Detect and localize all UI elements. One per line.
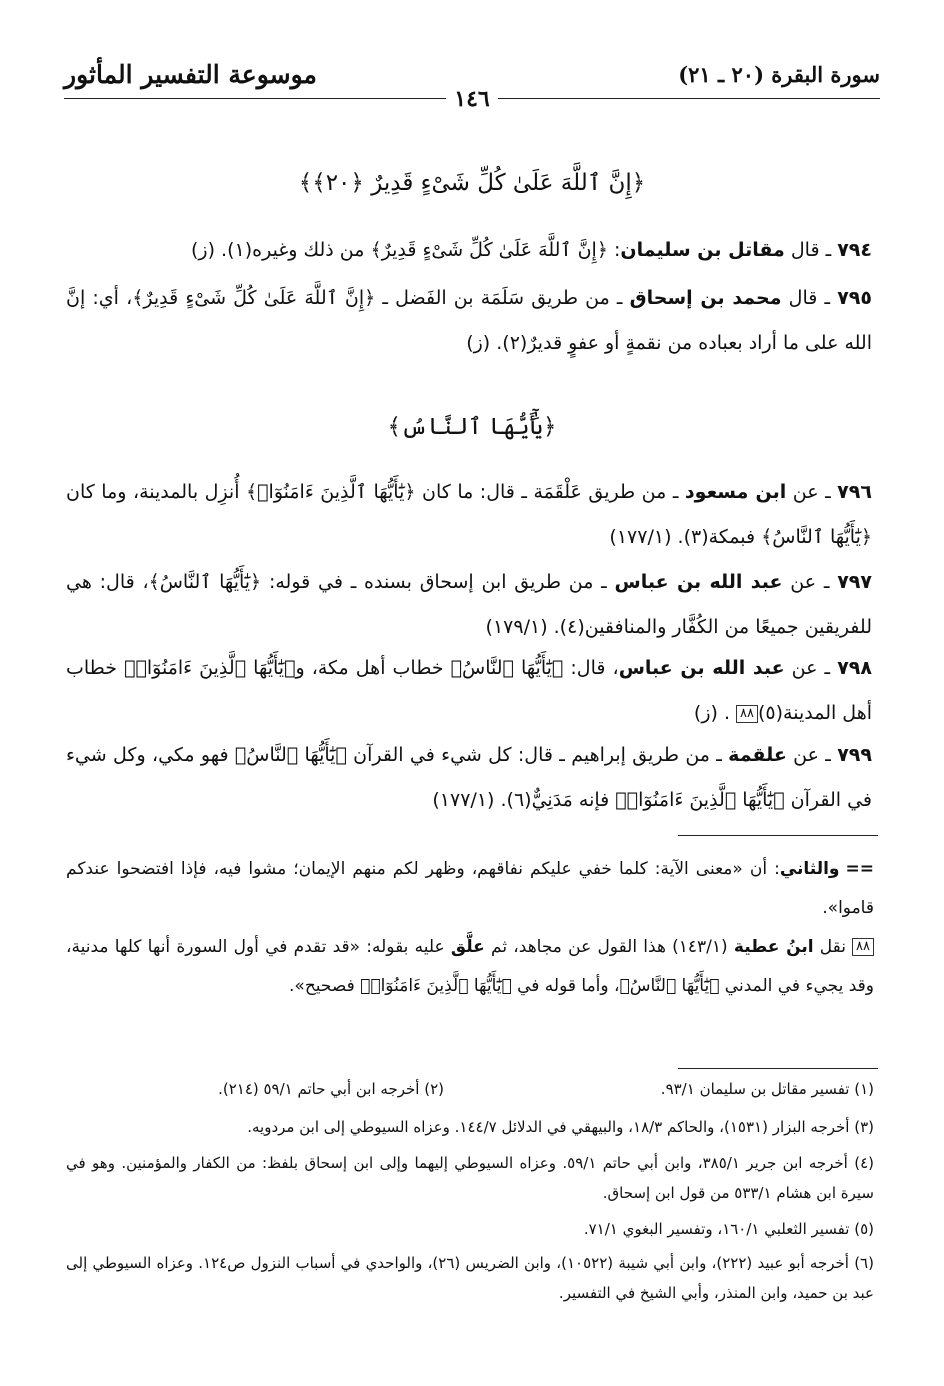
- entry-number: ٧٩٤: [837, 239, 872, 261]
- commentary-text: : أن «معنى الآية: كلما خفي عليكم نفاقهم، وظهر لكم منهم الإيمان؛ مشوا فيه، فإذا افتضحوا عندكم قاموا».: [66, 859, 874, 918]
- entry-intro: ـ قال: [781, 287, 838, 309]
- entry-intro: ـ عن: [786, 744, 838, 766]
- commentary-text: عليه بقوله: «قد تقدم في أول السورة أنها كلها مدنية، وقد يجيء في المدني ﴿يَٰٓأَيُّهَا ٱلنَّاسُ﴾، وأما قوله في ﴿يَٰٓأَيُّهَا ٱلَّذِينَ ءَامَنُوٓا۟﴾ فصحيح».: [66, 937, 874, 996]
- entry-text: ـ من طريق ابن إسحاق بسنده ـ في قوله: ﴿يَٰٓأَيُّهَا ٱلنَّاسُ﴾، قال: هي للفريقين جميعًا من الكُفَّار والمنافقين(٤). (١٧٩/١): [66, 571, 872, 638]
- footnotes-1-2: [66, 1074, 874, 1104]
- entry-798: [66, 646, 872, 736]
- commentary-thani: [66, 850, 874, 928]
- commentary-text: نقل: [813, 937, 847, 957]
- surah-title: سورة البقرة (٢٠ ـ ٢١): [678, 62, 880, 87]
- commentary-divider: [678, 835, 878, 836]
- commentary-ref-box[interactable]: ٨٨: [736, 705, 758, 723]
- entry-text: ـ من طريق إبراهيم ـ قال: كل شيء في القرآن ﴿يَٰٓأَيُّهَا ٱلنَّاسُ﴾ فهو مكي، وكل شيء في القرآن ﴿يَٰٓأَيُّهَا ٱلَّذِينَ ءَامَنُوٓا۟﴾ فإنه مَدَنِيٌّ(٦). (١٧٧/١): [66, 744, 872, 811]
- entry-text: : ﴿إِنَّ ٱللَّهَ عَلَىٰ كُلِّ شَىْءٍ قَدِيرٌ﴾ من ذلك وغيره(١). (ز): [191, 239, 621, 261]
- narrator-name: محمد بن إسحاق: [629, 287, 782, 309]
- entry-intro: ـ عن: [782, 571, 838, 593]
- footnote-3: (٣) أخرجه البزار (١٥٣١)، والحاكم ١٨/٣، والبيهقي في الدلائل ١٤٤/٧. وعزاه السيوطي إلى ابن مردويه.: [247, 1118, 874, 1136]
- entry-tail: . (ز): [693, 702, 731, 724]
- entry-number: ٧٩٩: [837, 744, 872, 766]
- entry-intro: ـ عن: [784, 657, 838, 679]
- entry-794: [66, 228, 872, 273]
- footnote-divider: [678, 1068, 878, 1069]
- footnote-6: (٦) أخرجه أبو عبيد (٢٢٢)، وابن أبي شيبة (١٠٥٢٢)، وابن الضريس (٢٦)، والواحدي في أسباب النزول ص١٢٤. وعزاه السيوطي إلى عبد بن حميد، وابن المنذر، وأبي الشيخ في التفسير.: [66, 1254, 874, 1302]
- entry-intro: ـ قال: [784, 239, 838, 261]
- entry-799: [66, 733, 872, 823]
- commentary-label: والثاني: [779, 859, 840, 879]
- entry-number: ٧٩٨: [837, 657, 872, 679]
- entry-number: ٧٩٧: [837, 571, 872, 593]
- narrator-name: عبد الله بن عباس: [614, 571, 783, 593]
- entry-number: ٧٩٥: [837, 287, 872, 309]
- narrator-name: علقمة: [728, 744, 787, 766]
- narrator-name: مقاتل بن سليمان: [620, 239, 785, 261]
- commentary-number-box: ٨٨: [852, 938, 874, 956]
- entry-text: ـ من طريق سَلَمَة بن الفَضل ـ ﴿إِنَّ ٱللَّهَ عَلَىٰ كُلِّ شَىْءٍ قَدِيرٌ﴾، أي: إنَّ الله على ما أراد بعباده من نقمةٍ أو عفوٍ قديرٌ(٢). (ز): [66, 287, 872, 354]
- footnote-5: (٥) تفسير الثعلبي ١٦٠/١، وتفسير البغوي ٧١/١.: [583, 1220, 874, 1238]
- verse-heading-1: ﴿إِنَّ ٱللَّهَ عَلَىٰ كُلِّ شَىْءٍ قَدِيرٌ ﴿٢٠﴾﴾: [298, 170, 646, 196]
- entry-796: [66, 470, 872, 560]
- commentary-88: [66, 928, 874, 1006]
- verse-heading-2: ﴿يَٰٓأَيُّهَا ٱلنَّاسُ﴾: [387, 414, 557, 440]
- continuation-mark: ==: [845, 859, 874, 879]
- commentary-text: (١٤٣/١) هذا القول عن مجاهد، ثم: [484, 937, 734, 957]
- entry-795: [66, 276, 872, 366]
- entry-797: [66, 560, 872, 650]
- page-number-wrap: [0, 86, 944, 112]
- page-number: ١٤٦: [446, 86, 497, 112]
- scholar-name: ابنُ عطية: [733, 937, 814, 957]
- entry-number: ٧٩٦: [837, 481, 872, 503]
- narrator-name: عبد الله بن عباس: [618, 657, 785, 679]
- entry-text: ـ من طريق عَلْقَمَة ـ قال: ما كان ﴿يَٰٓأَيُّهَا ٱلَّذِينَ ءَامَنُوٓا۟﴾ أُنزِل بالمدينة، وما كان ﴿يَٰٓأَيُّهَا ٱلنَّاسُ﴾ فبمكة(٣). (١٧٧/١): [66, 481, 872, 548]
- footnote-4: (٤) أخرجه ابن جرير ٣٨٥/١، وابن أبي حاتم ٥٩/١. وعزاه السيوطي إليهما وإلى ابن إسحاق بلفظ: من الكفار والمؤمنين. وهو في سيرة ابن هشام ٥٣٣/١ من قول ابن إسحاق.: [66, 1154, 875, 1202]
- footnote-2: (٢) أخرجه ابن أبي حاتم ٥٩/١ (٢١٤).: [218, 1080, 444, 1098]
- commentary-verb: علَّق: [450, 937, 485, 957]
- book-title: موسوعة التفسير المأثور: [64, 60, 317, 89]
- entry-text: ، قال: ﴿يَٰٓأَيُّهَا ٱلنَّاسُ﴾ خطاب أهل مكة، و﴿يَٰٓأَيُّهَا ٱلَّذِينَ ءَامَنُوٓا۟﴾ خطاب أهل المدينة(٥): [66, 657, 872, 724]
- entry-intro: ـ عن: [786, 481, 838, 503]
- footnote-1: (١) تفسير مقاتل بن سليمان ٩٣/١.: [660, 1080, 874, 1098]
- narrator-name: ابن مسعود: [684, 481, 787, 503]
